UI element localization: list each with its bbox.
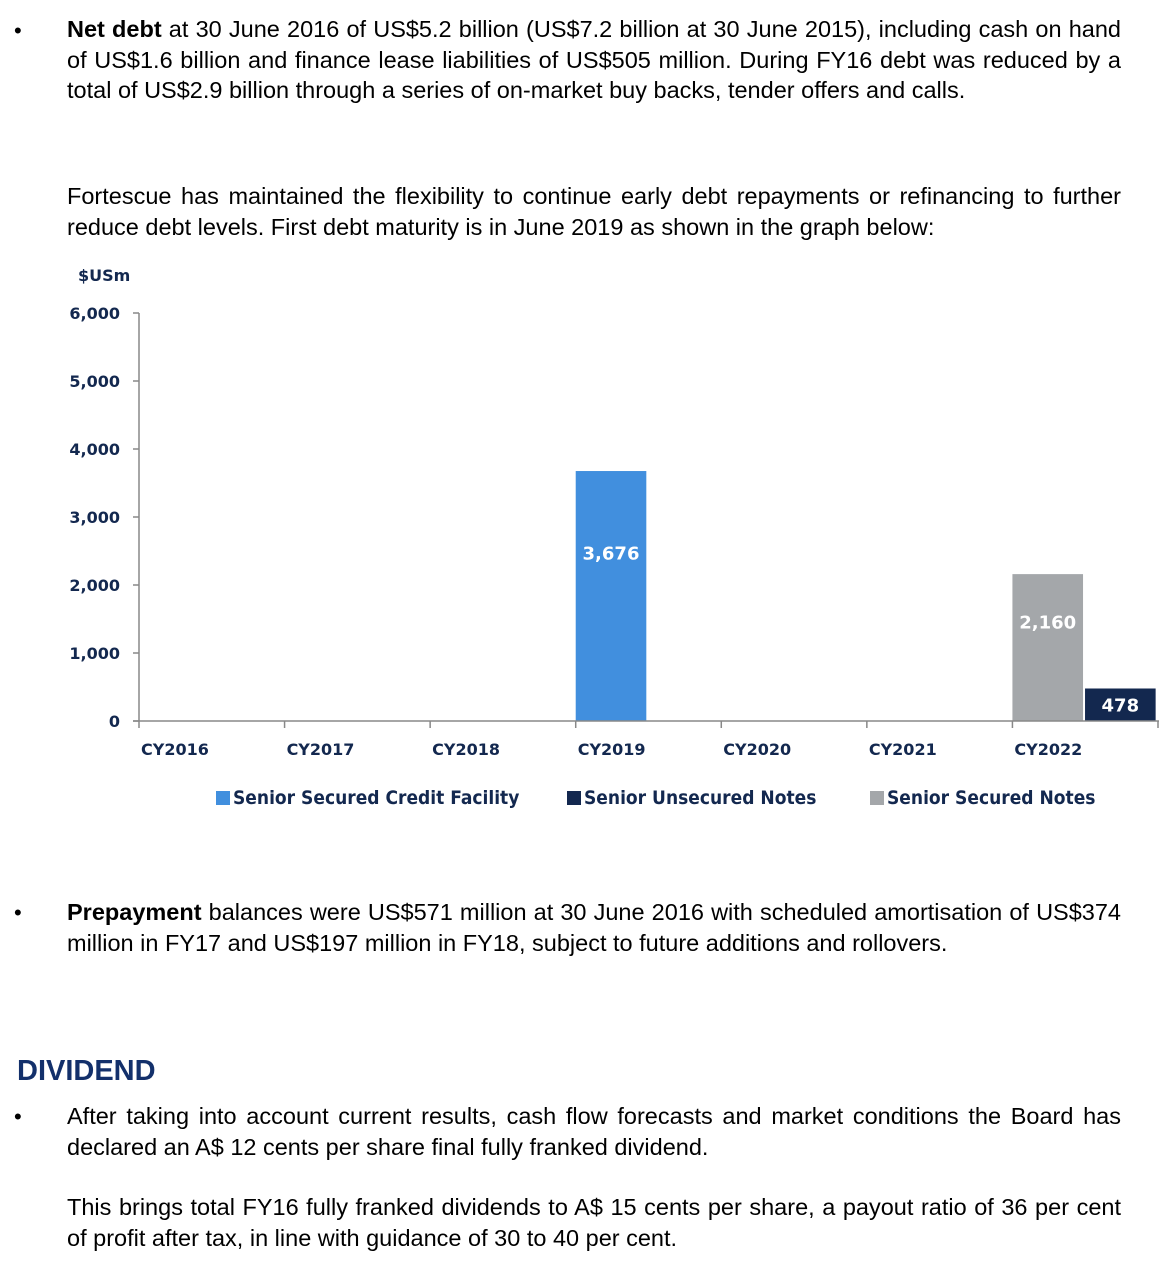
net-debt-text: at 30 June 2016 of US$5.2 billion (US$7.2 billion at 30 June 2015), including cash on hand of US$1.6 billion and finance lease liabilities of US$505 million. During FY16 debt was reduced by a total of US$2.9 billion through a series of on-market buy backs, tender offers and calls. — [67, 16, 1121, 103]
y-tick-label: 0 — [108, 712, 120, 731]
dividend-paragraph-1: After taking into account current results, cash flow forecasts and market conditions the Board has declared an A$ 12 cents per share final fully franked dividend. — [67, 1103, 1121, 1160]
legend-item-senior-unsecured-notes — [567, 787, 816, 809]
x-tick-label: CY2017 — [286, 740, 355, 759]
legend-item-senior-secured-credit-facility — [216, 787, 519, 809]
legend-swatch — [567, 791, 581, 805]
bullet: • — [14, 18, 22, 43]
x-tick-label: CY2022 — [1014, 740, 1083, 759]
prepayment-text: balances were US$571 million at 30 June 2016 with scheduled amortisation of US$374 million in FY17 and US$197 million in FY18, subject to future additions and rollovers. — [67, 899, 1121, 956]
bullet: • — [14, 900, 22, 925]
debt-maturity-chart — [0, 255, 1171, 775]
x-tick-label: CY2020 — [723, 740, 792, 759]
y-tick-label: 5,000 — [69, 372, 120, 391]
legend-swatch — [870, 791, 884, 805]
y-axis-label: $USm — [78, 266, 131, 285]
bullet: • — [14, 1104, 22, 1129]
net-debt-label: Net debt — [67, 16, 162, 42]
y-tick-label: 2,000 — [69, 576, 120, 595]
x-tick-label: CY2019 — [577, 740, 646, 759]
prepayment-label: Prepayment — [67, 899, 202, 925]
legend-label: Senior Secured Credit Facility — [233, 787, 520, 809]
data-label: 478 — [1101, 695, 1140, 717]
y-tick-label: 1,000 — [69, 644, 120, 663]
dividend-paragraph-2: This brings total FY16 fully franked dividends to A$ 15 cents per share, a payout ratio of 36 per cent of profit after tax, in line with guidance of 30 to 40 per cent. — [67, 1194, 1121, 1251]
x-tick-label: CY2021 — [868, 740, 937, 759]
prepayment-paragraph — [67, 897, 1121, 958]
flexibility-paragraph: Fortescue has maintained the flexibility to continue early debt repayments or refinancing to further reduce debt levels. First debt maturity is in June 2019 as shown in the graph below: — [67, 183, 1121, 240]
x-tick-label: CY2016 — [141, 740, 209, 759]
legend-swatch — [216, 791, 230, 805]
dividend-heading: DIVIDEND — [17, 1055, 156, 1087]
data-label: 2,160 — [1019, 612, 1077, 634]
net-debt-paragraph — [67, 14, 1121, 106]
y-tick-label: 6,000 — [69, 304, 120, 323]
y-tick-label: 4,000 — [69, 440, 120, 459]
x-tick-label: CY2018 — [432, 740, 501, 759]
legend-label: Senior Secured Notes — [887, 787, 1096, 809]
bar-senior-secured-notes-cy2022 — [1012, 574, 1083, 721]
legend-label: Senior Unsecured Notes — [584, 787, 817, 809]
legend-item-senior-secured-notes — [870, 787, 1095, 809]
y-tick-label: 3,000 — [69, 508, 120, 527]
data-label: 3,676 — [582, 543, 640, 565]
bar-senior-secured-credit-facility-cy2019 — [576, 471, 647, 721]
